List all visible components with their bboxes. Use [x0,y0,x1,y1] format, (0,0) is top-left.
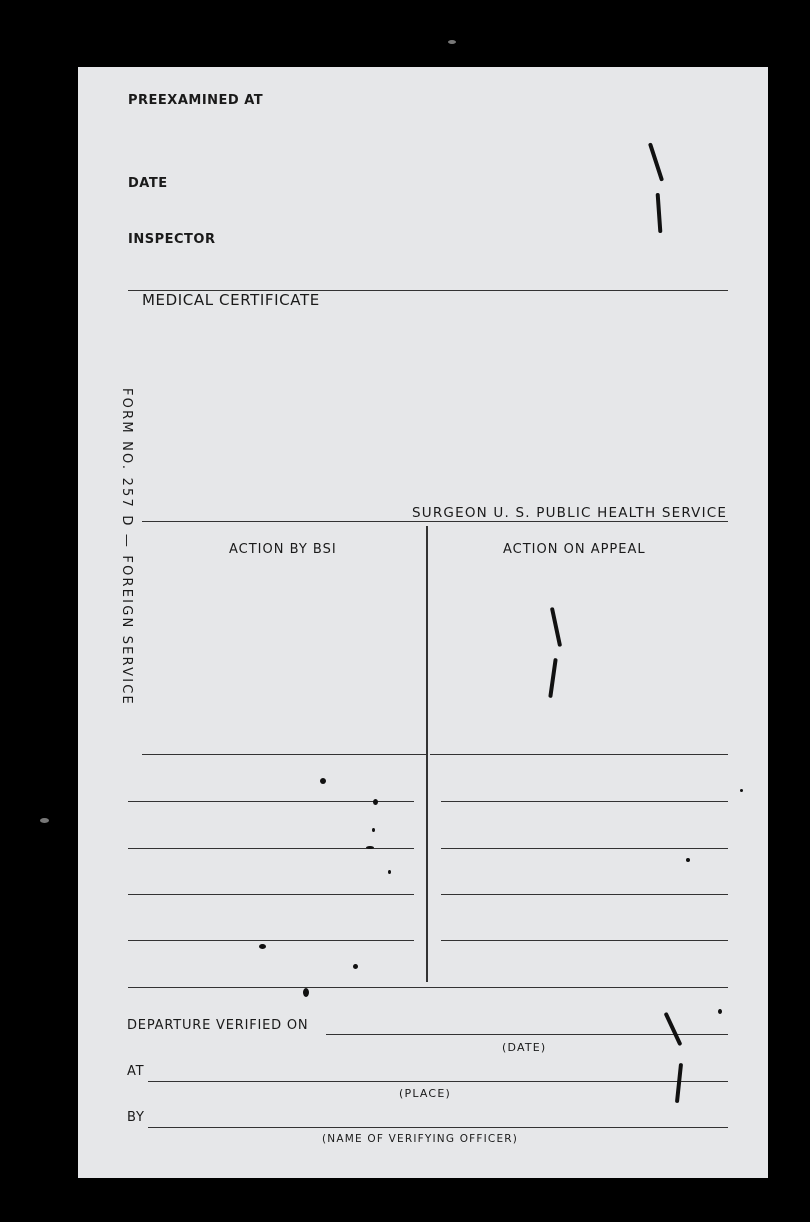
column-divider [426,526,428,982]
bsi-line [128,894,414,895]
preexamined-at-label: PREEXAMINED AT [128,93,264,108]
action-on-appeal-heading: ACTION ON APPEAL [503,542,646,557]
ink-speck [320,778,326,784]
date-caption: (DATE) [502,1041,547,1054]
action-by-bsi-heading: ACTION BY BSI [229,542,337,557]
appeal-line [430,754,728,755]
ink-speck [40,818,49,823]
ink-speck [259,944,266,949]
ink-speck [740,789,743,792]
by-label: BY [127,1110,145,1125]
appeal-line [441,940,728,941]
bsi-line [128,940,414,941]
section-divider [128,987,728,988]
ink-speck [373,799,378,805]
ink-speck [303,988,309,997]
ink-speck [448,40,456,44]
ink-speck [353,964,358,969]
ink-speck [718,1009,722,1014]
surgeon-signature-caption: SURGEON U. S. PUBLIC HEALTH SERVICE [412,505,728,521]
form-number-vertical: FORM NO. 257 D — FOREIGN SERVICE [119,388,134,706]
bsi-line [128,801,414,802]
officer-caption: (NAME OF VERIFYING OFFICER) [322,1133,519,1145]
medical-certificate-title: MEDICAL CERTIFICATE [142,291,320,309]
place-caption: (PLACE) [399,1087,451,1100]
surgeon-signature-line [142,521,728,522]
place-line [148,1081,728,1082]
at-label: AT [127,1064,145,1079]
ink-speck [366,846,374,849]
appeal-line [441,894,728,895]
ink-speck [372,828,375,832]
inspector-label: INSPECTOR [128,232,216,247]
departure-verified-label: DEPARTURE VERIFIED ON [127,1018,309,1033]
ink-speck [388,870,391,874]
bsi-line [142,754,426,755]
ink-speck [686,858,690,862]
officer-line [148,1127,728,1128]
date-label: DATE [128,176,168,191]
appeal-line [441,801,728,802]
departure-date-line [326,1034,728,1035]
appeal-line [441,848,728,849]
